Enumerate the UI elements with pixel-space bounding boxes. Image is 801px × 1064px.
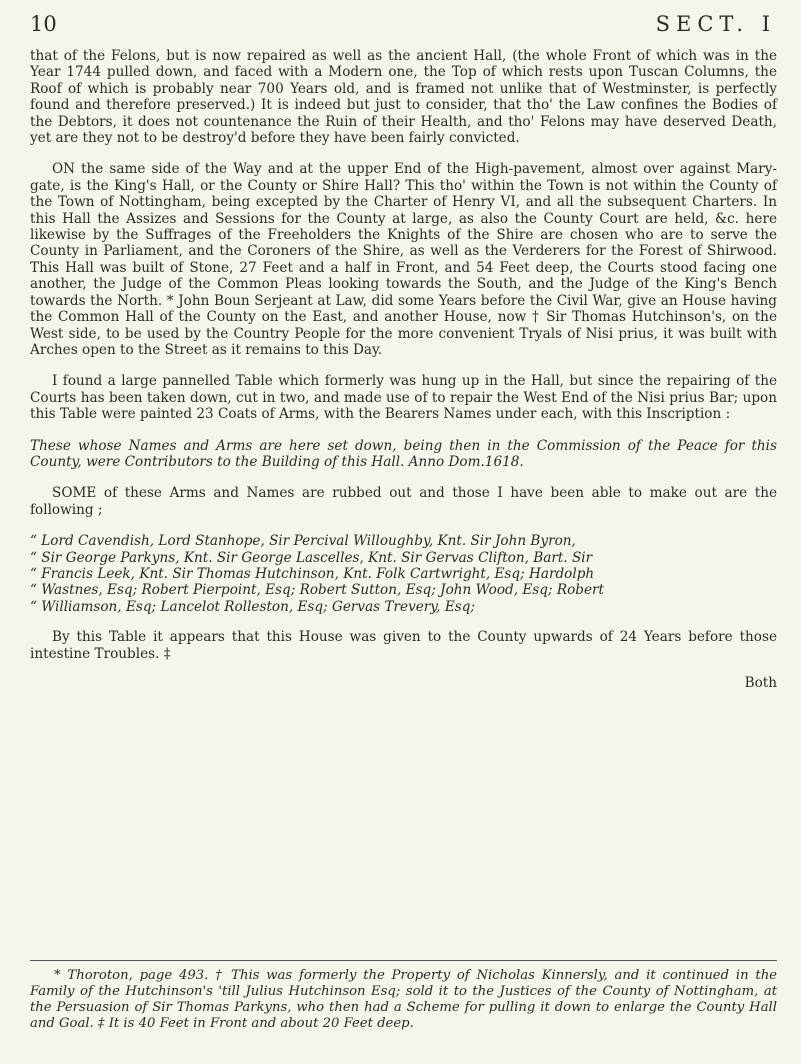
section-heading: SECT. I [655,12,776,36]
paragraph-closing: By this Table it appears that this House was given to the County upwards of 24 Years before those intestine Troubles. ‡ [30,629,777,662]
page-header [30,12,776,42]
name-line: “ Francis Leek, Knt. Sir Thomas Hutchinson, Knt. Folk Cartwright, Esq; Hardolph [30,565,595,582]
footnotes [30,968,777,1032]
contributor-names [30,533,777,615]
footnote-rule [30,960,777,961]
inscription: These whose Names and Arms are here set down, being then in the Commission of the Peace for this County, were Contributors to the Building of this Hall. Anno Dom.1618. [30,437,777,470]
name-line: “ Lord Cavendish, Lord Stanhope, Sir Percival Willoughby, Knt. Sir John Byron, [30,533,576,550]
paragraph-shire-hall: ON the same side of the Way and at the upper End of the High-pavement, almost over against Mary-gate, is the King's Hall, or the County or Shire Hall? This tho' within the Town is not within the County of the Town of Nottingham, being excepted by the Charter of Henry VI, and all the subsequent Charters. In this Hall the Assizes and Sessions for the County at large, as also the County Court are held, &c. here likewise by the Suffrages of the Freeholders the Knights of the Shire are chosen who are to serve the County in Parliament, and the Coroners of the Shire, as well as the Verderers for the Forest of Shirwood. This Hall was built of Stone, 27 Feet and a half in Front, and 54 Feet deep, the Courts stood facing one another, the Judge of the Common Pleas looking towards the South, and the Judge of the King's Bench towards the North. * John Boun Serjeant at Law, did some Years before the Civil War, give an House having the Common Hall of the County on the East, and another House, now † Sir Thomas Hutchinson's, on the West side, to be used by the Country People for the more convenient Tryals of Nisi prius, it was built with Arches open to the Street as it remains to this Day. [30,161,777,358]
paragraph-rubbed-out: SOME of these Arms and Names are rubbed out and those I have been able to make out are the following ; [30,485,777,518]
name-line: “ Wastnes, Esq; Robert Pierpoint, Esq; Robert Sutton, Esq; John Wood, Esq; Robert [30,582,604,599]
paragraph-felons: that of the Felons, but is now repaired as well as the ancient Hall, (the whole Front of which was in the Year 1744 pulled down, and faced with a Modern one, the Top of which rests upon Tuscan Columns, the Roof of which is probably near 700 Years old, and is framed not unlike that of Westminster, is perfectly found and therefore preserved.) It is indeed but just to consider, that tho' the Law confines the Bodies of the Debtors, it does not countenance the Ruin of their Health, and tho' Felons may have deserved Death, yet are they not to be destroy'd before they have been fairly convicted. [30,48,777,147]
main-text [30,48,777,691]
page-number: 10 [30,12,57,36]
paragraph-pannelled-table: I found a large pannelled Table which formerly was hung up in the Hall, but since the repairing of the Courts has been taken down, cut in two, and made use of to repair the West End of the Nisi prius Bar; upon this Table were painted 23 Coats of Arms, with the Bearers Names under each, with this Inscription : [30,373,777,423]
name-line: “ Sir George Parkyns, Knt. Sir George Lascelles, Knt. Sir Gervas Clifton, Bart. Sir [30,549,593,566]
catchword: Both [744,675,777,691]
name-line: “ Williamson, Esq; Lancelot Rolleston, Esq; Gervas Trevery, Esq; [30,598,476,615]
footnote-text: * Thoroton, page 493. † This was formerly the Property of Nicholas Kinnersly, and it continued in the Family of the Hutchinson's 'till Julius Hutchinson Esq; sold it to the Justices of the County of Nottingham, at the Persuasion of Sir Thomas Parkyns, who then had a Scheme for pulling it down to enlarge the County Hall and Goal. ‡ It is 40 Feet in Front and about 20 Feet deep. [30,968,777,1031]
